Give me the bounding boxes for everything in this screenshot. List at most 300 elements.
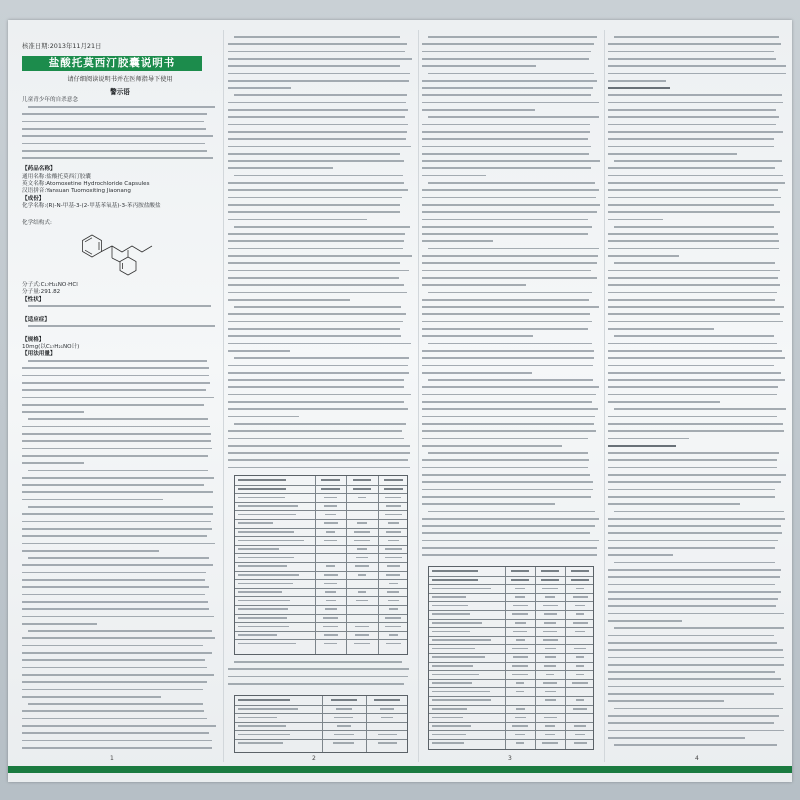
table-cell <box>512 613 528 615</box>
table-cell <box>238 708 298 710</box>
text-line <box>422 51 591 53</box>
text-line <box>22 535 207 537</box>
text-line <box>608 657 784 659</box>
text-line <box>422 467 588 469</box>
approval-date: 核准日期:2013年11月21日 <box>22 42 102 50</box>
text-line <box>234 94 407 96</box>
text-line <box>608 284 780 286</box>
text-line <box>22 143 205 145</box>
table-cell <box>354 531 369 533</box>
section-heading-specification: 【规格】 <box>22 337 45 343</box>
table-column-divider <box>565 567 566 749</box>
table-cell <box>513 605 528 607</box>
text-line <box>228 189 408 191</box>
table-column-divider <box>322 696 323 752</box>
table-column-divider <box>315 476 316 654</box>
text-line <box>22 477 214 479</box>
table-cell <box>238 531 294 533</box>
table-cell <box>334 717 354 719</box>
table-cell <box>432 699 491 701</box>
text-line <box>608 554 673 556</box>
text-line <box>228 372 409 374</box>
table-cell <box>323 626 339 628</box>
table-cell <box>543 639 558 641</box>
table-row-divider <box>429 593 593 594</box>
text-line <box>228 683 404 685</box>
text-line <box>608 489 775 491</box>
text-line <box>228 153 400 155</box>
text-line <box>422 226 592 228</box>
text-line <box>28 418 208 420</box>
text-line <box>608 474 786 476</box>
table-cell <box>324 574 338 576</box>
text-line <box>608 722 774 724</box>
text-line <box>422 43 594 45</box>
table-cell <box>515 588 525 590</box>
text-line <box>422 153 589 155</box>
text-line <box>608 423 783 425</box>
table-cell <box>354 540 370 542</box>
table-cell <box>545 656 556 658</box>
text-line <box>228 467 410 469</box>
table-cell <box>389 583 398 585</box>
table-cell <box>432 725 471 727</box>
text-line <box>608 80 666 82</box>
text-line <box>608 620 682 622</box>
leaflet-subtitle: 请仔细阅读说明书并在医师指导下使用 <box>67 76 173 83</box>
table-cell <box>573 622 588 624</box>
text-line <box>22 121 204 123</box>
table-column-divider <box>505 567 506 749</box>
text-line <box>22 433 211 435</box>
text-line <box>228 73 410 75</box>
table-cell <box>432 708 467 710</box>
text-line <box>228 668 409 670</box>
text-line <box>608 715 779 717</box>
text-line <box>422 189 599 191</box>
text-line <box>614 562 775 564</box>
text-line <box>608 401 720 403</box>
text-line <box>608 299 775 301</box>
text-line <box>228 80 409 82</box>
text-line <box>428 116 599 118</box>
table-cell <box>543 631 557 633</box>
leaflet-title: 盐酸托莫西汀胶囊说明书 <box>22 56 202 71</box>
table-cell <box>385 497 401 499</box>
text-line <box>422 540 599 542</box>
text-line <box>234 36 400 38</box>
text-line <box>422 423 594 425</box>
data-table <box>428 566 594 750</box>
table-cell <box>515 622 526 624</box>
text-line <box>228 459 408 461</box>
text-line <box>28 325 215 327</box>
table-cell <box>513 631 527 633</box>
text-line <box>22 616 214 618</box>
text-line <box>608 116 779 118</box>
text-line <box>422 138 588 140</box>
table-row-divider <box>429 687 593 688</box>
table-cell <box>432 570 478 572</box>
text-line <box>422 109 535 111</box>
table-cell <box>331 699 357 701</box>
table-cell <box>238 522 273 524</box>
table-cell <box>432 588 491 590</box>
text-line <box>228 299 350 301</box>
molecular-weight: 分子量:291.82 <box>22 289 61 295</box>
text-line <box>228 233 405 235</box>
table-row-divider <box>235 596 407 597</box>
text-line <box>608 219 663 221</box>
text-line <box>608 102 783 104</box>
table-cell <box>542 588 558 590</box>
text-line <box>22 426 210 428</box>
pinyin-name: 汉语拼音:Yansuan Tuomoxiting Jiaonang <box>22 188 131 194</box>
table-cell <box>544 622 556 624</box>
text-line <box>614 627 784 629</box>
text-line <box>228 270 409 272</box>
table-cell <box>238 488 286 490</box>
text-line <box>614 408 786 410</box>
text-line <box>428 36 597 38</box>
text-line <box>608 175 783 177</box>
text-line <box>228 313 406 315</box>
text-line <box>608 292 777 294</box>
table-row-divider <box>235 739 407 740</box>
text-line <box>28 360 207 362</box>
text-line <box>22 608 209 610</box>
text-line <box>608 678 781 680</box>
text-line <box>28 557 209 559</box>
text-line <box>422 233 588 235</box>
table-cell <box>543 682 558 684</box>
text-line <box>428 379 593 381</box>
text-line <box>228 240 404 242</box>
table-cell <box>238 643 296 645</box>
table-cell <box>432 691 490 693</box>
table-cell <box>238 626 289 628</box>
section-heading-description: 【性状】 <box>22 297 45 303</box>
text-line <box>22 462 84 464</box>
table-cell <box>238 734 290 736</box>
text-line <box>22 397 214 399</box>
section-heading-dosage: 【用法用量】 <box>22 351 56 357</box>
text-line <box>228 102 406 104</box>
text-line <box>22 128 206 130</box>
text-line <box>228 51 405 53</box>
table-cell <box>355 634 368 636</box>
table-cell <box>353 488 372 490</box>
table-cell <box>380 708 394 710</box>
table-cell <box>337 725 351 727</box>
table-cell <box>238 583 293 585</box>
text-line <box>608 664 784 666</box>
text-line <box>608 518 785 520</box>
text-line <box>422 87 593 89</box>
text-line <box>22 543 215 545</box>
table-cell <box>432 579 478 581</box>
text-line <box>228 430 402 432</box>
table-cell <box>516 639 526 641</box>
text-line <box>608 569 781 571</box>
text-line <box>422 306 599 308</box>
text-line <box>608 605 776 607</box>
text-line <box>28 470 208 472</box>
table-cell <box>432 734 466 736</box>
table-cell <box>238 634 277 636</box>
table-cell <box>546 674 554 676</box>
table-cell <box>541 570 559 572</box>
text-line <box>22 681 207 683</box>
table-cell <box>575 631 584 633</box>
text-line <box>608 306 784 308</box>
table-cell <box>512 665 528 667</box>
text-line <box>422 525 595 527</box>
green-footer-band <box>8 766 792 773</box>
text-line <box>608 211 780 213</box>
table-cell <box>384 488 403 490</box>
text-line <box>228 292 407 294</box>
text-line <box>608 124 776 126</box>
table-row-divider <box>235 528 407 529</box>
table-column-divider <box>346 476 347 654</box>
text-line <box>608 153 737 155</box>
text-line <box>22 594 205 596</box>
table-cell <box>358 574 366 576</box>
text-line <box>608 430 784 432</box>
table-cell <box>571 579 589 581</box>
table-cell <box>388 600 399 602</box>
table-cell <box>575 734 585 736</box>
text-line <box>228 452 410 454</box>
text-line <box>428 292 592 294</box>
text-line <box>608 131 783 133</box>
table-cell <box>354 643 370 645</box>
text-line <box>28 703 203 705</box>
text-line <box>228 138 406 140</box>
text-line <box>608 467 777 469</box>
warning-first-line: 儿童青少年的自杀意念 <box>22 97 78 103</box>
table-cell <box>545 699 556 701</box>
text-line <box>608 328 714 330</box>
table-cell <box>356 557 368 559</box>
table-cell <box>238 699 290 701</box>
text-line <box>234 175 403 177</box>
table-row-divider <box>429 653 593 654</box>
text-line <box>614 226 774 228</box>
text-line <box>228 65 400 67</box>
table-cell <box>238 574 299 576</box>
fold-line <box>223 30 224 762</box>
table-cell <box>572 682 588 684</box>
text-line <box>608 73 786 75</box>
table-cell <box>432 639 491 641</box>
text-line <box>228 365 408 367</box>
table-cell <box>387 565 400 567</box>
table-column-divider <box>366 696 367 752</box>
table-cell <box>238 725 286 727</box>
text-line <box>608 613 784 615</box>
text-line <box>22 528 212 530</box>
table-cell <box>432 717 463 719</box>
table-row-divider <box>235 713 407 714</box>
text-line <box>608 240 779 242</box>
text-line <box>228 408 408 410</box>
text-line <box>422 102 599 104</box>
table-row-divider <box>429 610 593 611</box>
table-cell <box>325 608 338 610</box>
page-number: 2 <box>312 755 316 762</box>
table-cell <box>325 514 336 516</box>
table-cell <box>387 591 399 593</box>
table-cell <box>385 514 402 516</box>
text-line <box>228 116 405 118</box>
section-heading-indication: 【适应症】 <box>22 317 50 323</box>
text-line <box>228 131 407 133</box>
table-cell <box>432 631 470 633</box>
text-line <box>22 659 205 661</box>
table-row-divider <box>235 614 407 615</box>
table-cell <box>386 531 401 533</box>
text-line <box>608 94 782 96</box>
text-line <box>422 350 594 352</box>
text-line <box>422 124 590 126</box>
text-line <box>22 652 212 654</box>
text-line <box>422 58 589 60</box>
text-line <box>22 667 207 669</box>
table-cell <box>389 608 399 610</box>
table-cell <box>432 682 472 684</box>
text-line <box>608 204 774 206</box>
table-cell <box>238 514 296 516</box>
text-line <box>422 284 526 286</box>
table-cell <box>513 656 528 658</box>
table-cell <box>324 634 338 636</box>
table-cell <box>385 617 401 619</box>
table-row-divider <box>235 631 407 632</box>
text-line <box>608 182 785 184</box>
text-line <box>228 416 299 418</box>
text-line <box>28 506 213 508</box>
table-cell <box>545 596 555 598</box>
table-row-divider <box>235 510 407 511</box>
table-cell <box>432 665 473 667</box>
text-line <box>422 496 591 498</box>
table-row-divider <box>235 493 407 494</box>
warning-heading: 警示语 <box>110 88 130 96</box>
text-line <box>608 438 689 440</box>
data-table <box>234 475 408 655</box>
table-cell <box>512 674 528 676</box>
text-line <box>608 576 780 578</box>
table-cell <box>336 708 352 710</box>
table-cell <box>323 617 338 619</box>
text-line <box>608 343 777 345</box>
text-line <box>428 511 595 513</box>
text-line <box>608 547 775 549</box>
text-line <box>422 408 598 410</box>
table-cell <box>378 734 397 736</box>
table-cell <box>355 626 369 628</box>
text-line <box>22 732 209 734</box>
text-line <box>608 350 782 352</box>
text-line <box>22 113 207 115</box>
table-cell <box>511 570 529 572</box>
text-line <box>422 270 591 272</box>
text-line <box>22 375 209 377</box>
text-line <box>228 58 412 60</box>
text-line <box>428 343 592 345</box>
text-line <box>608 591 781 593</box>
text-line <box>608 43 781 45</box>
text-line <box>422 313 590 315</box>
table-cell <box>353 479 372 481</box>
table-cell <box>576 699 584 701</box>
text-line <box>614 744 777 746</box>
table-column-divider <box>535 567 536 749</box>
table-cell <box>515 734 525 736</box>
table-cell <box>389 634 398 636</box>
table-cell <box>326 600 336 602</box>
table-column-divider <box>378 476 379 654</box>
table-cell <box>545 691 556 693</box>
section-heading-name: 【药品名称】 <box>22 166 56 172</box>
table-cell <box>321 488 340 490</box>
text-line <box>228 277 399 279</box>
table-cell <box>238 540 304 542</box>
text-line <box>422 547 597 549</box>
text-line <box>422 357 594 359</box>
text-line <box>422 335 533 337</box>
text-line <box>608 642 777 644</box>
text-line <box>422 167 591 169</box>
text-line <box>422 219 588 221</box>
page-number: 4 <box>695 755 699 762</box>
text-line <box>608 365 774 367</box>
table-row-divider <box>429 644 593 645</box>
text-line <box>422 401 592 403</box>
table-row-divider <box>429 636 593 637</box>
text-line <box>22 747 212 749</box>
table-cell <box>573 708 587 710</box>
table-cell <box>358 591 367 593</box>
side-chain <box>102 246 153 252</box>
text-line <box>608 379 785 381</box>
text-line <box>22 645 203 647</box>
table-cell <box>324 505 337 507</box>
text-line <box>608 598 778 600</box>
table-cell <box>544 665 556 667</box>
table-cell <box>571 570 589 572</box>
text-line <box>608 277 778 279</box>
text-line <box>22 696 161 698</box>
text-line <box>608 138 774 140</box>
text-line <box>228 284 404 286</box>
table-cell <box>238 600 290 602</box>
text-line <box>422 255 598 257</box>
text-line <box>614 36 779 38</box>
text-line <box>608 635 774 637</box>
text-line <box>22 674 214 676</box>
table-cell <box>238 565 287 567</box>
table-row-divider <box>429 705 593 706</box>
text-line <box>228 146 411 148</box>
text-line <box>228 182 404 184</box>
table-cell <box>432 622 482 624</box>
text-line <box>608 189 778 191</box>
text-line <box>608 686 784 688</box>
text-line <box>608 540 778 542</box>
